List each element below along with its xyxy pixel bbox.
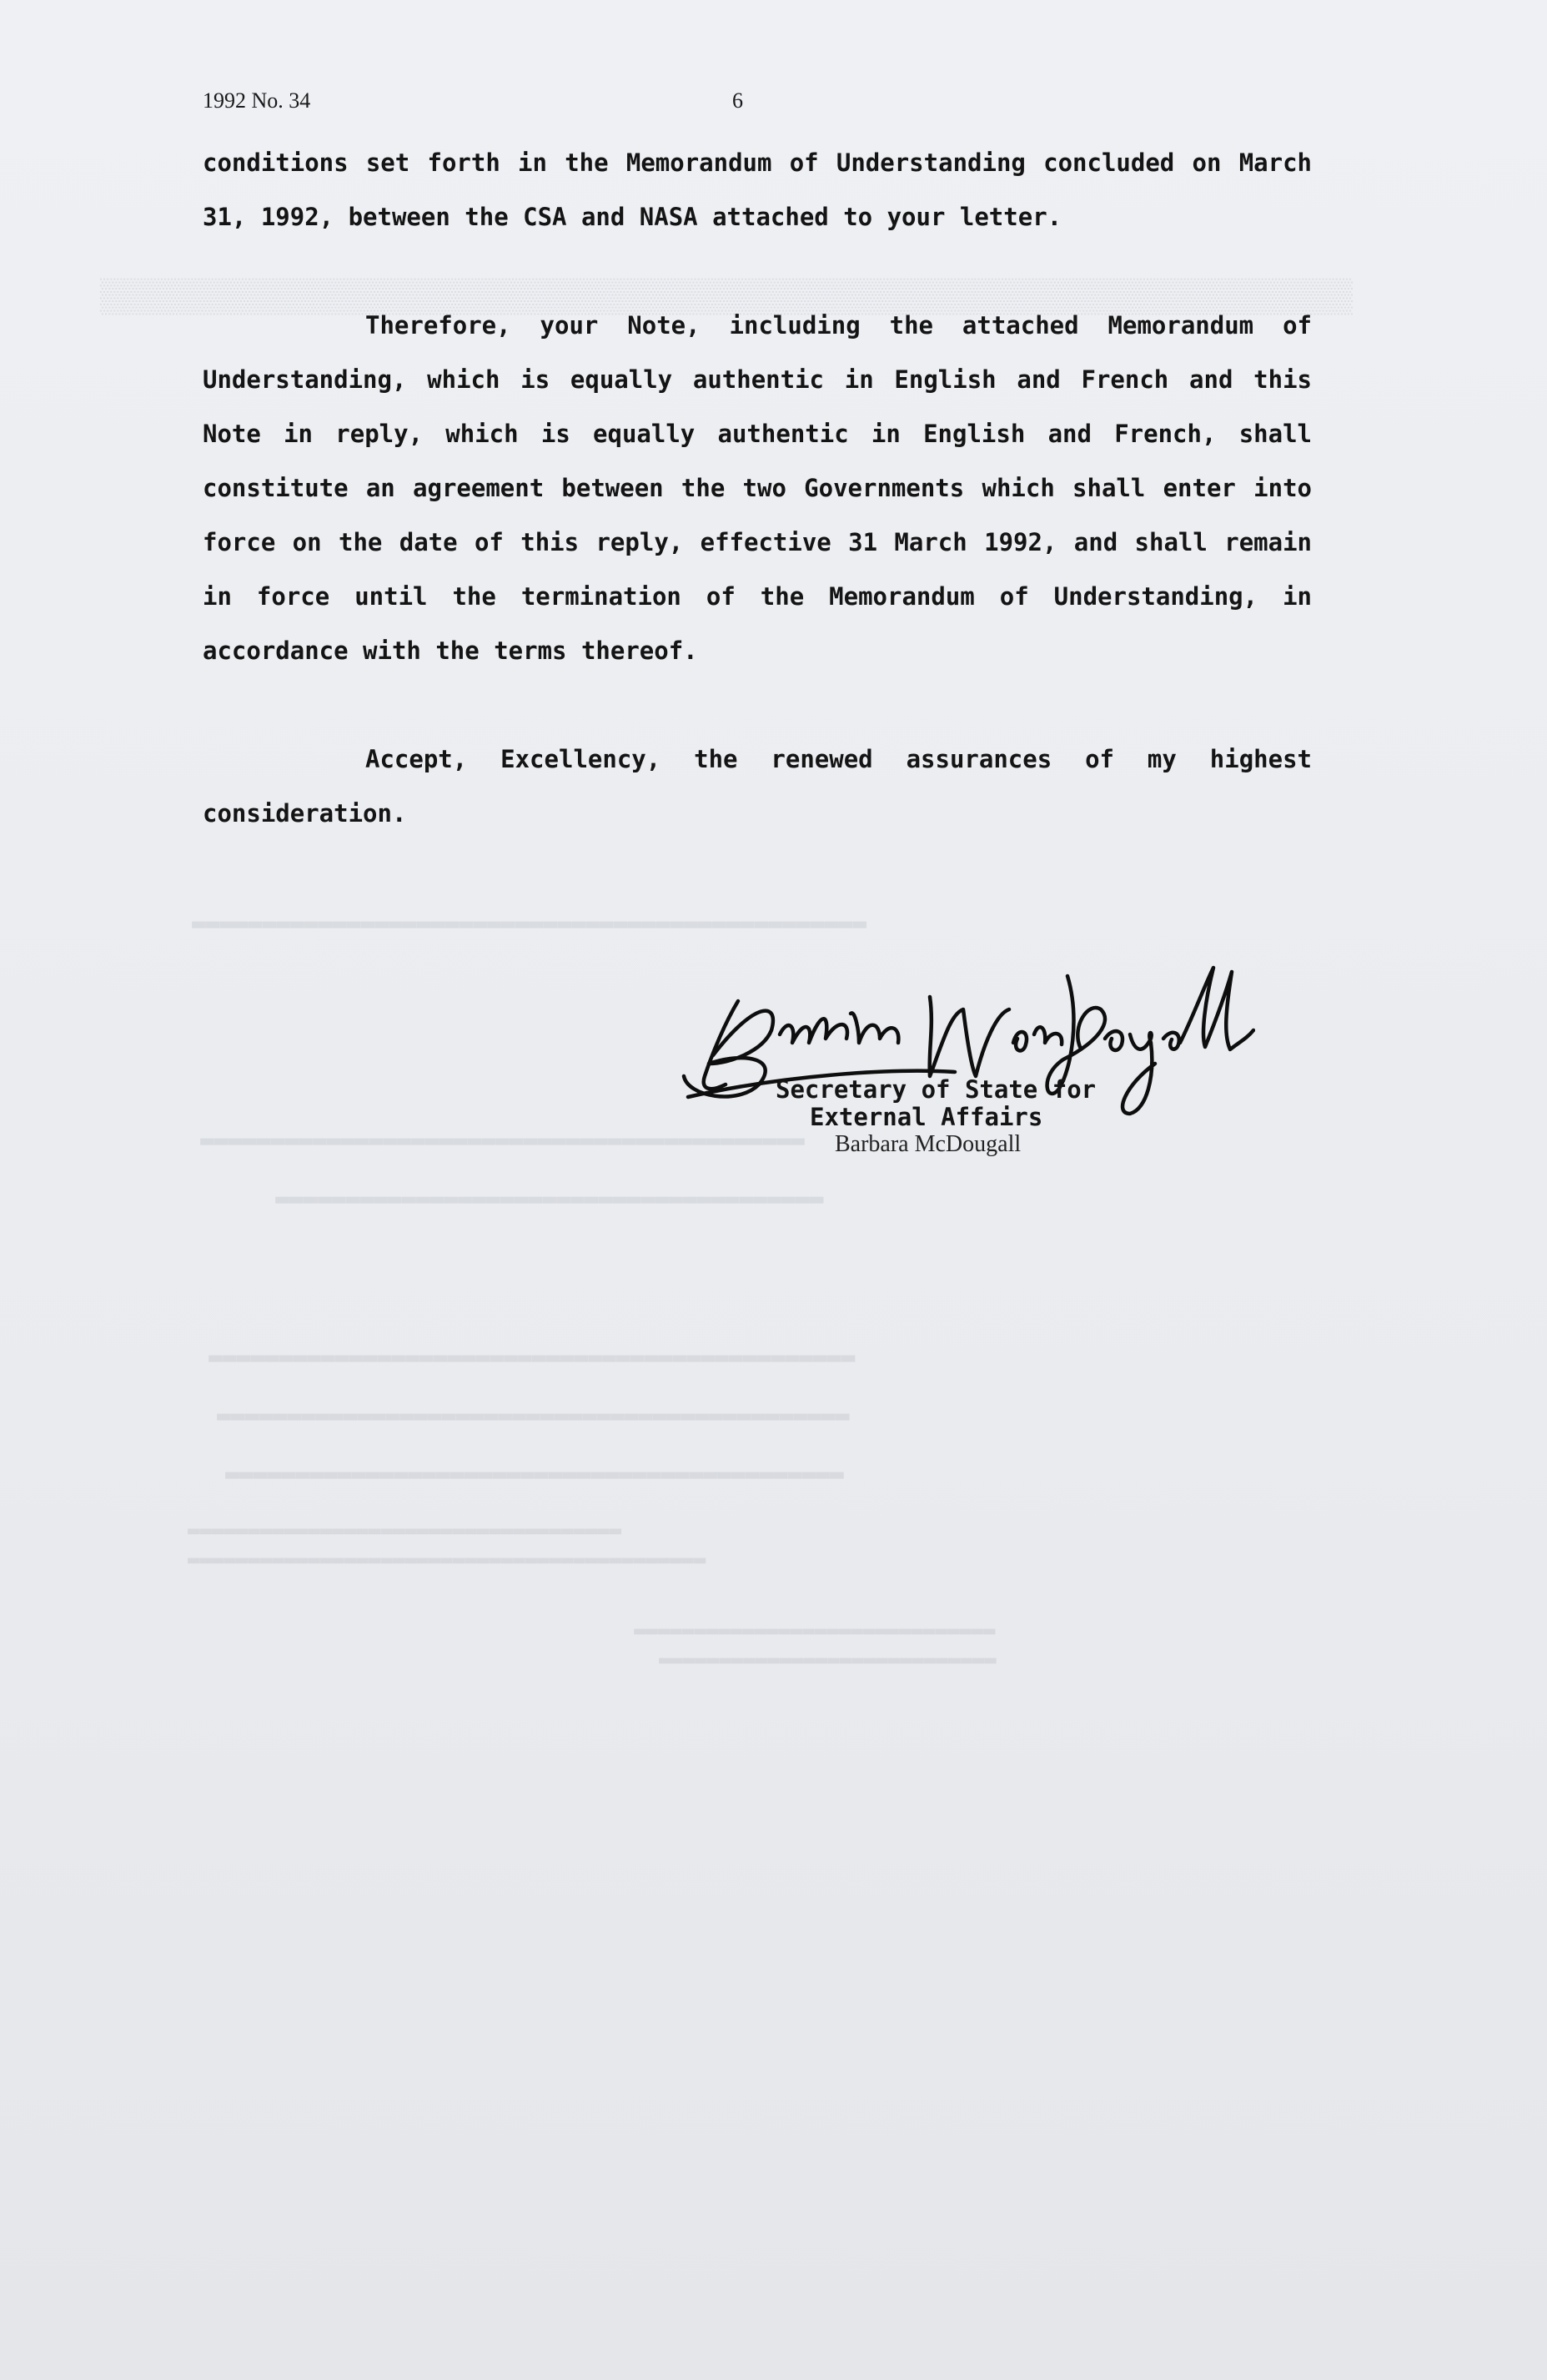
paragraph-continuation: conditions set forth in the Memorandum of Understanding concluded on March 31, 1992, between the CSA and NASA attached to your letter. bbox=[203, 148, 1312, 231]
signatory-title-line-1: Secretary of State for bbox=[776, 1075, 1097, 1104]
paragraph-agreement: Therefore, your Note, including the attached Memorandum of Understanding, which is equally authentic in English and French and this Note in reply, which is equally authentic in English and French, shall constitute an agreement between the two Governments which shall enter into force on the date of this reply, effective 31 March 1992, and shall remain in force until the termination of the Memorandum of Understanding, in accordance with the terms thereof. bbox=[203, 311, 1312, 665]
signatory-title-line-2: External Affairs bbox=[810, 1103, 1043, 1131]
letter-body bbox=[203, 136, 1312, 841]
page-number: 6 bbox=[732, 88, 743, 113]
signatory-name: Barbara McDougall bbox=[835, 1131, 1022, 1157]
paragraph-closing: Accept, Excellency, the renewed assurances of my highest consideration. bbox=[203, 745, 1312, 828]
document-reference: 1992 No. 34 bbox=[203, 88, 311, 113]
document-page: ▒▒▒▒▒▒▒▒▒▒▒▒▒▒▒▒▒▒▒▒▒▒▒▒▒▒▒▒▒▒▒▒▒▒▒▒▒▒▒▒▒▒▒▒▒▒▒▒▒▒▒▒▒ ▬▬▬▬▬▬▬▬▬▬▬▬▬▬▬▬▬▬▬▬▬▬▬▬▬▬▬▬▬▬▬▬▬▬▬▬▬▬▬▬▬▬▬▬▬▬▬▬ ▬▬▬▬▬▬▬▬▬▬▬▬▬▬▬▬▬▬▬▬▬▬▬▬▬▬▬▬▬▬▬▬▬▬▬▬▬▬▬▬▬▬▬ ▬▬▬▬▬▬▬▬▬▬▬▬▬▬▬▬▬▬▬▬▬▬▬▬▬▬▬▬▬▬▬▬▬▬▬▬▬▬▬ ▬▬▬▬▬▬▬▬▬▬▬▬▬▬▬▬▬▬▬▬▬▬▬▬▬▬▬▬▬▬▬▬▬▬▬▬▬▬▬▬▬▬▬▬▬▬ ▬▬▬▬▬▬▬▬▬▬▬▬▬▬▬▬▬▬▬▬▬▬▬▬▬▬▬▬▬▬▬▬▬▬▬▬▬▬▬▬▬▬▬▬▬ ▬▬▬▬▬▬▬▬▬▬▬▬▬▬▬▬▬▬▬▬▬▬▬▬▬▬▬▬▬▬▬▬▬▬▬▬▬▬▬▬▬▬▬▬ ▬▬▬▬▬▬▬▬▬▬▬▬▬▬▬▬▬▬▬▬▬▬▬▬▬▬▬▬▬▬▬▬▬▬▬▬ ▬▬▬▬▬▬▬▬▬▬▬▬▬▬▬▬▬▬▬▬▬▬▬▬▬▬▬▬▬▬▬▬▬▬▬▬▬▬▬▬▬▬▬ ▬▬▬▬▬▬▬▬▬▬▬▬▬▬▬▬▬▬▬▬▬▬▬▬▬▬▬▬▬▬ ▬▬▬▬▬▬▬▬▬▬▬▬▬▬▬▬▬▬▬▬▬▬▬▬▬▬▬▬ 1992 No. 34 6 conditions set forth in the Memorandum of Understanding concluded on March 31, 1992, between the CSA and NASA attached to your letter. Therefore, your Note, including the attached Memorandum of Understanding, which is equally authentic in English and French and this Note in reply, which is equally authentic in English and French, shall constitute an agreement between the two Governments which shall enter into force on the date of this reply, effective 31 March 1992, and shall remain in force until the termination of the Memorandum of Understanding, in accordance with the terms thereof. Accept, Excellency, the renewed assurances of my highest consideration. Secretary of State for External Affairs Barbara McDougall bbox=[0, 0, 1547, 2380]
